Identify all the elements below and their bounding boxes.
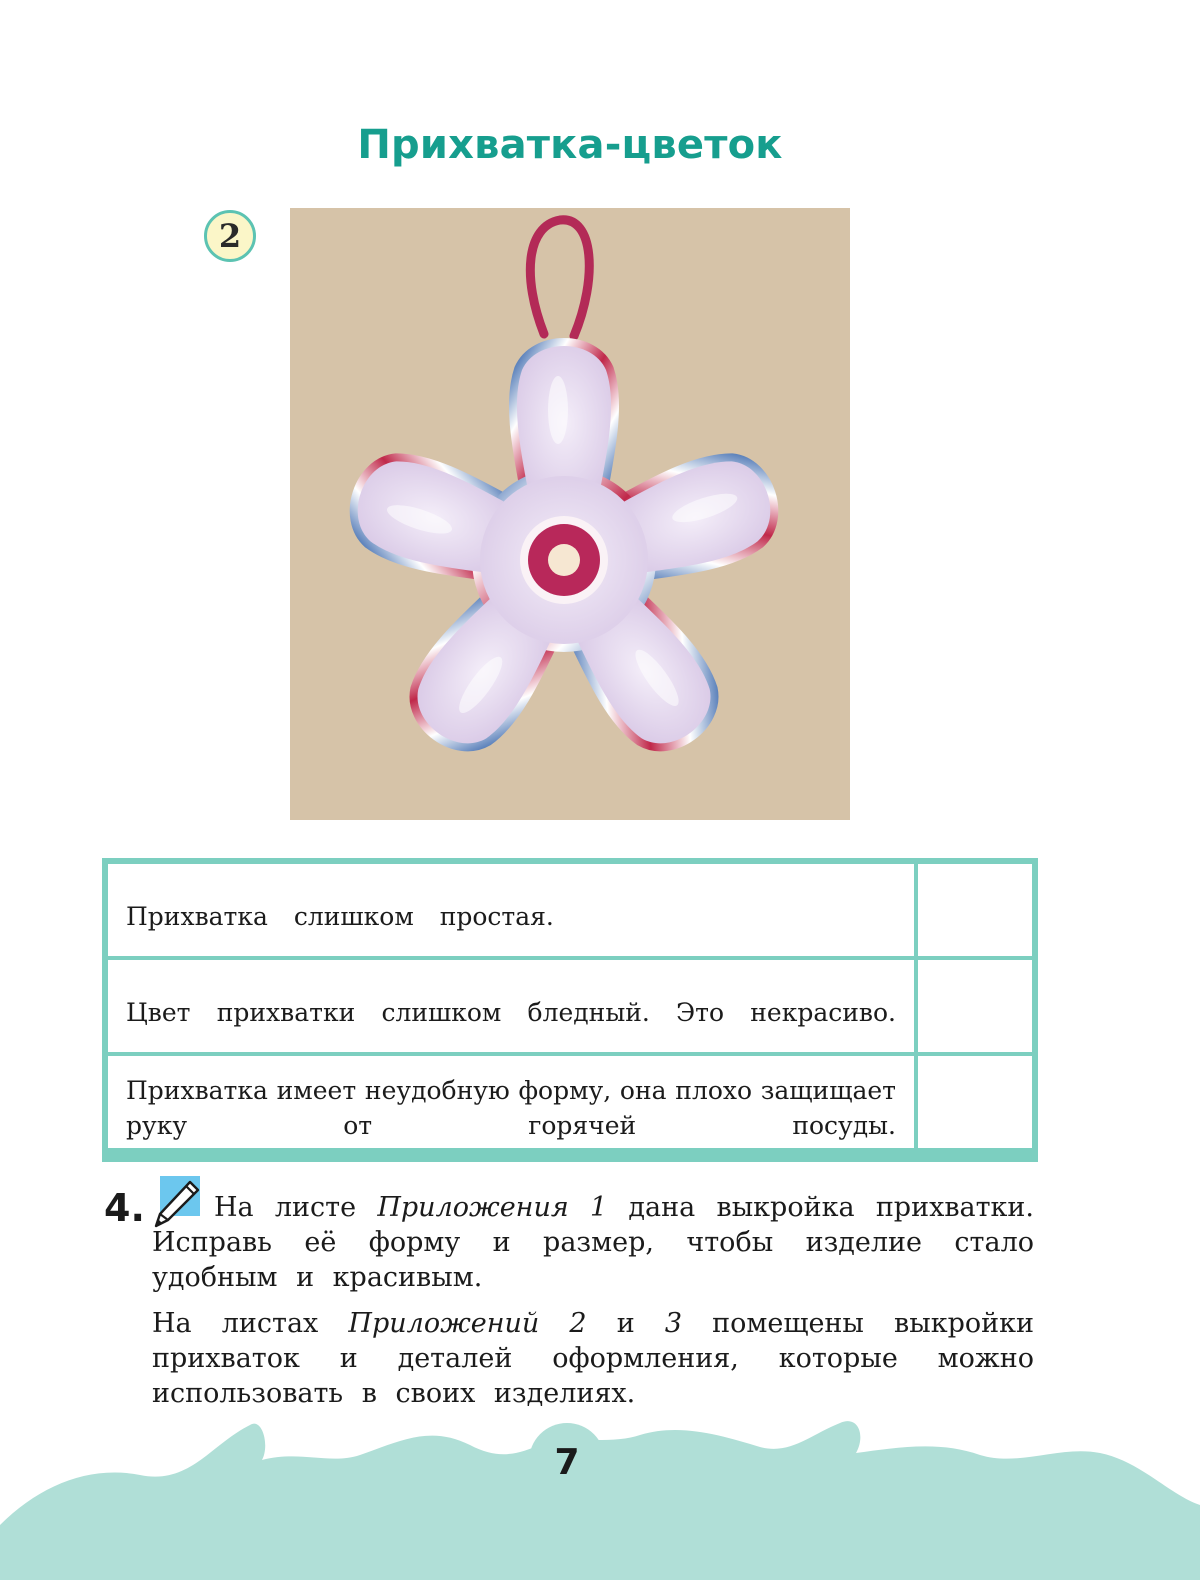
task-number: 4. bbox=[104, 1186, 145, 1230]
flower-center-dot bbox=[548, 544, 580, 576]
table-row: Прихватка слишком простая. bbox=[108, 864, 914, 956]
figure-number-badge: 2 bbox=[204, 210, 256, 262]
checkbox-cell[interactable] bbox=[918, 864, 1032, 956]
page-title: Прихватка-цветок bbox=[357, 122, 783, 168]
page-number: 7 bbox=[554, 1441, 580, 1483]
task-paragraph-2: На листах Приложений 2 и 3 помещены выкройки прихваток и деталей оформления, которые можно использовать в своих изделиях. bbox=[152, 1308, 1034, 1409]
flower-potholder-illustration bbox=[290, 208, 850, 820]
table-row: Цвет прихватки слишком бледный. Это некрасиво. bbox=[108, 960, 914, 1052]
checkbox-cell[interactable] bbox=[918, 1056, 1032, 1148]
evaluation-table bbox=[102, 858, 1038, 1162]
task-paragraph-1: На листе Приложения 1 дана выкройка прихватки. Исправь её форму и размер, чтобы изделие стало удобным и красивым. bbox=[152, 1192, 1035, 1293]
table-row: Прихватка имеет неудобную форму, она плохо защищает руку от горячей посуды. bbox=[108, 1056, 914, 1148]
checkbox-cell[interactable] bbox=[918, 960, 1032, 1052]
